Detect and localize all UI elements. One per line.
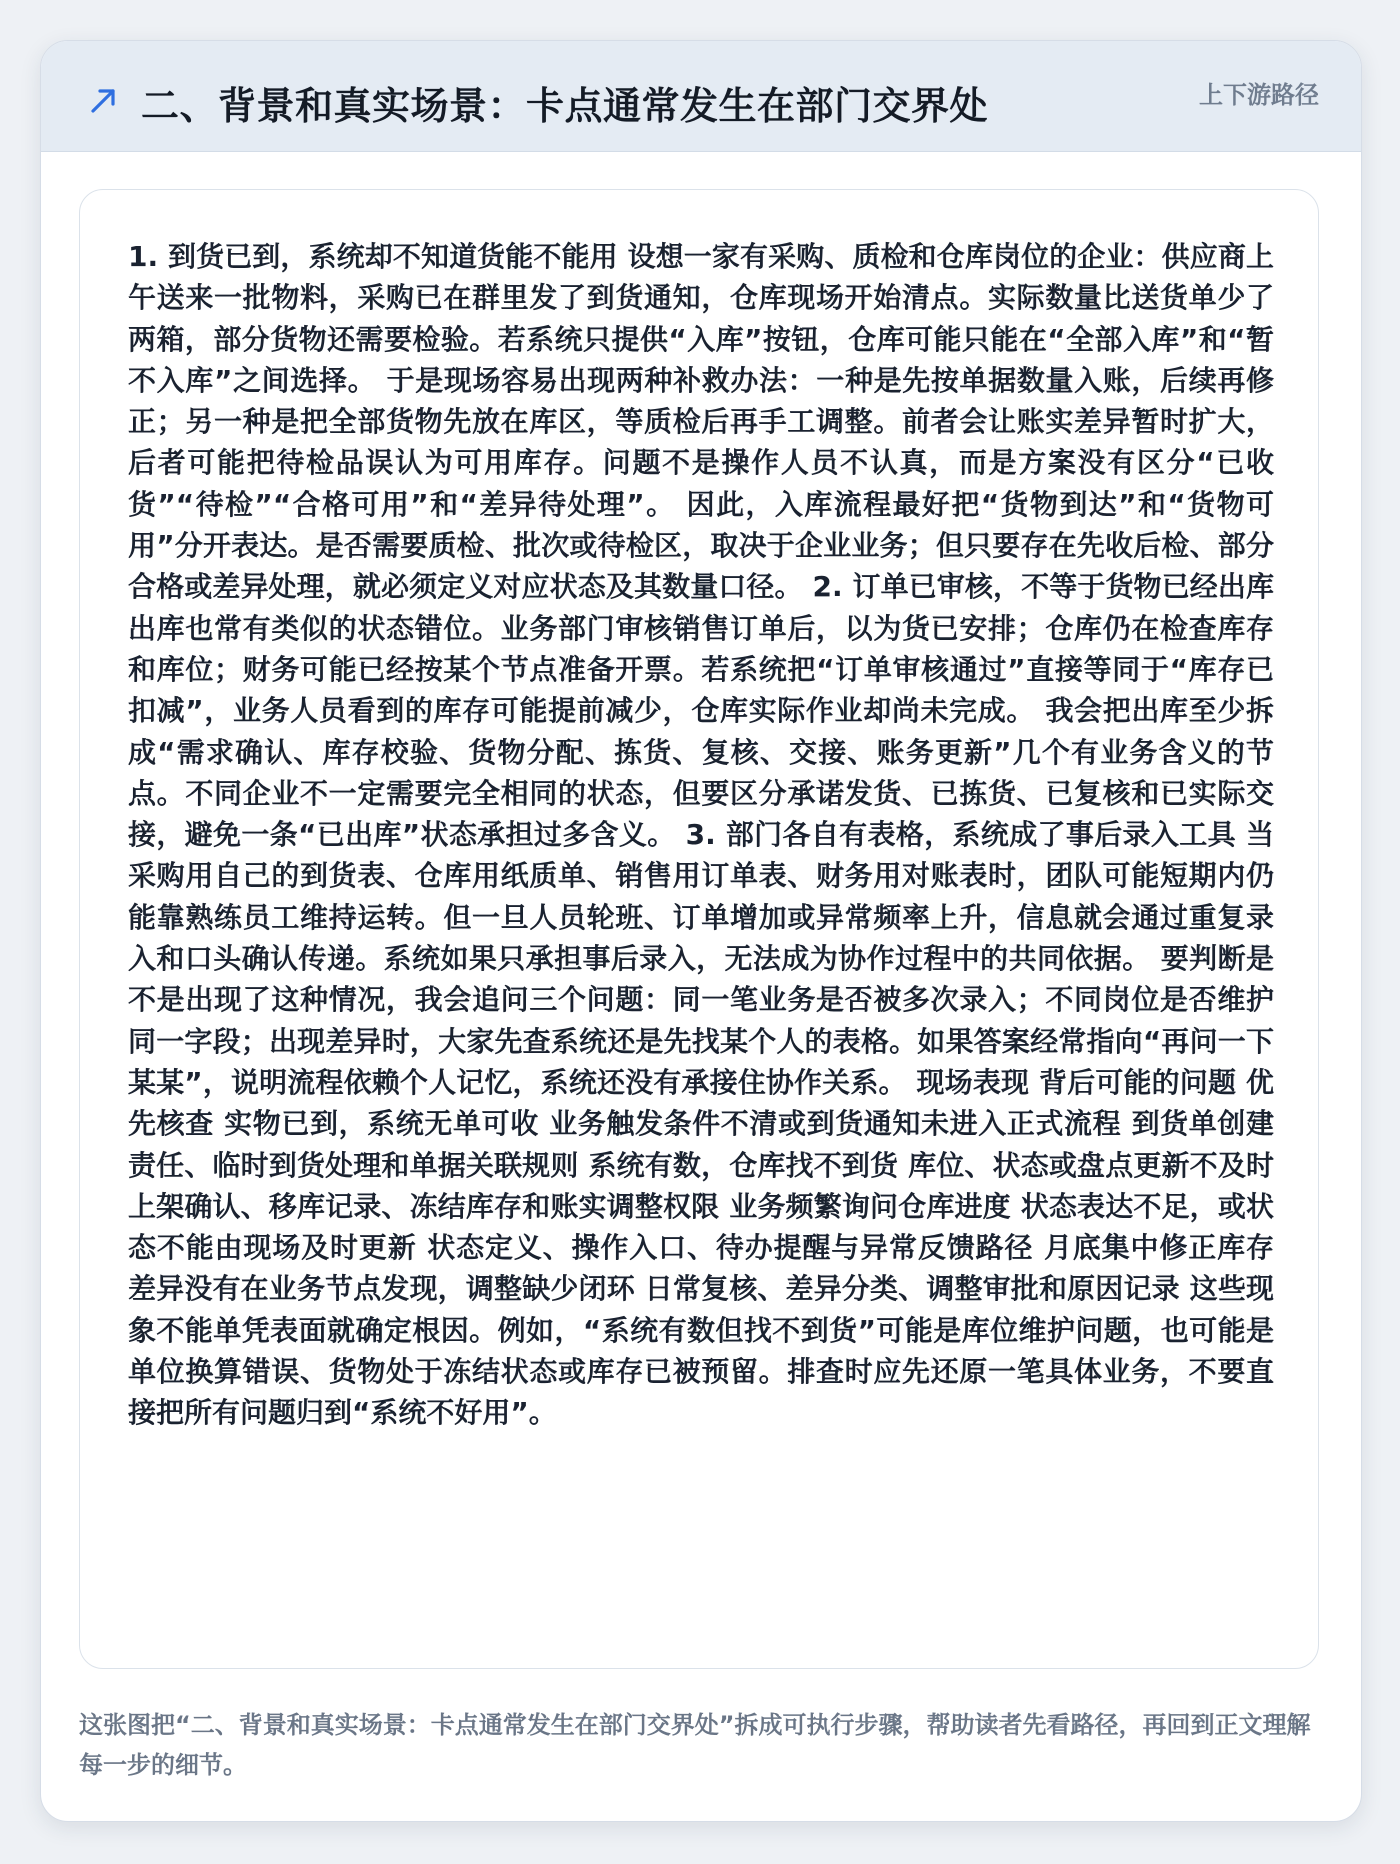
card-header bbox=[41, 41, 1361, 152]
section-title: 二、背景和真实场景：卡点通常发生在部门交界处 bbox=[141, 84, 989, 128]
section-tag: 上下游路径 bbox=[1199, 81, 1319, 109]
content-card bbox=[40, 40, 1362, 1822]
body-panel bbox=[79, 189, 1319, 1669]
arrow-up-right-icon bbox=[87, 83, 121, 117]
figure-caption: 这张图把“二、背景和真实场景：卡点通常发生在部门交界处”拆成可执行步骤，帮助读者先看路径，再回到正文理解每一步的细节。 bbox=[79, 1711, 1311, 1779]
body-paragraph: 1. 到货已到，系统却不知道货能不能用 设想一家有采购、质检和仓库岗位的企业：供应商上午送来一批物料，采购已在群里发了到货通知，仓库现场开始清点。实际数量比送货单少了两箱，部分货物还需要检验。若系统只提供“入库”按钮，仓库可能只能在“全部入库”和“暂不入库”之间选择。 于是现场容易出现两种补救办法：一种是先按单据数量入账，后续再修正；另一种是把全部货物先放在库区，等质检后再手工调整。前者会让账实差异暂时扩大，后者可能把待检品误认为可用库存。问题不是操作人员不认真，而是方案没有区分“已收货”“待检”“合格可用”和“差异待处理”。 因此，入库流程最好把“货物到达”和“货物可用”分开表达。是否需要质检、批次或待检区，取决于企业业务；但只要存在先收后检、部分合格或差异处理，就必须定义对应状态及其数量口径。 2. 订单已审核，不等于货物已经出库 出库也常有类似的状态错位。业务部门审核销售订单后，以为货已安排；仓库仍在检查库存和库位；财务可能已经按某个节点准备开票。若系统把“订单审核通过”直接等同于“库存已扣减”，业务人员看到的库存可能提前减少，仓库实际作业却尚未完成。 我会把出库至少拆成“需求确认、库存校验、货物分配、拣货、复核、交接、账务更新”几个有业务含义的节点。不同企业不一定需要完全相同的状态，但要区分承诺发货、已拣货、已复核和已实际交接，避免一条“已出库”状态承担过多含义。 3. 部门各自有表格，系统成了事后录入工具 当采购用自己的到货表、仓库用纸质单、销售用订单表、财务用对账表时，团队可能短期内仍能靠熟练员工维持运转。但一旦人员轮班、订单增加或异常频率上升，信息就会通过重复录入和口头确认传递。系统如果只承担事后录入，无法成为协作过程中的共同依据。 要判断是不是出现了这种情况，我会追问三个问题：同一笔业务是否被多次录入；不同岗位是否维护同一字段；出现差异时，大家先查系统还是先找某个人的表格。如果答案经常指向“再问一下某某”，说明流程依赖个人记忆，系统还没有承接住协作关系。 现场表现 背后可能的问题 优先核查 实物已到，系统无单可收 业务触发条件不清或到货通知未进入正式流程 到货单创建责任、临时到货处理和单据关联规则 系统有数，仓库找不到货 库位、状态或盘点更新不及时 上架确认、移库记录、冻结库存和账实调整权限 业务频繁询问仓库进度 状态表达不足，或状态不能由现场及时更新 状态定义、操作入口、待办提醒与异常反馈路径 月底集中修正库存 差异没有在业务节点发现，调整缺少闭环 日常复核、差异分类、调整审批和原因记录 这些现象不能单凭表面就确定根因。例如，“系统有数但找不到货”可能是库位维护问题，也可能是单位换算错误、货物处于冻结状态或库存已被预留。排查时应先还原一笔具体业务，不要直接把所有问题归到“系统不好用”。 bbox=[128, 240, 1274, 1430]
